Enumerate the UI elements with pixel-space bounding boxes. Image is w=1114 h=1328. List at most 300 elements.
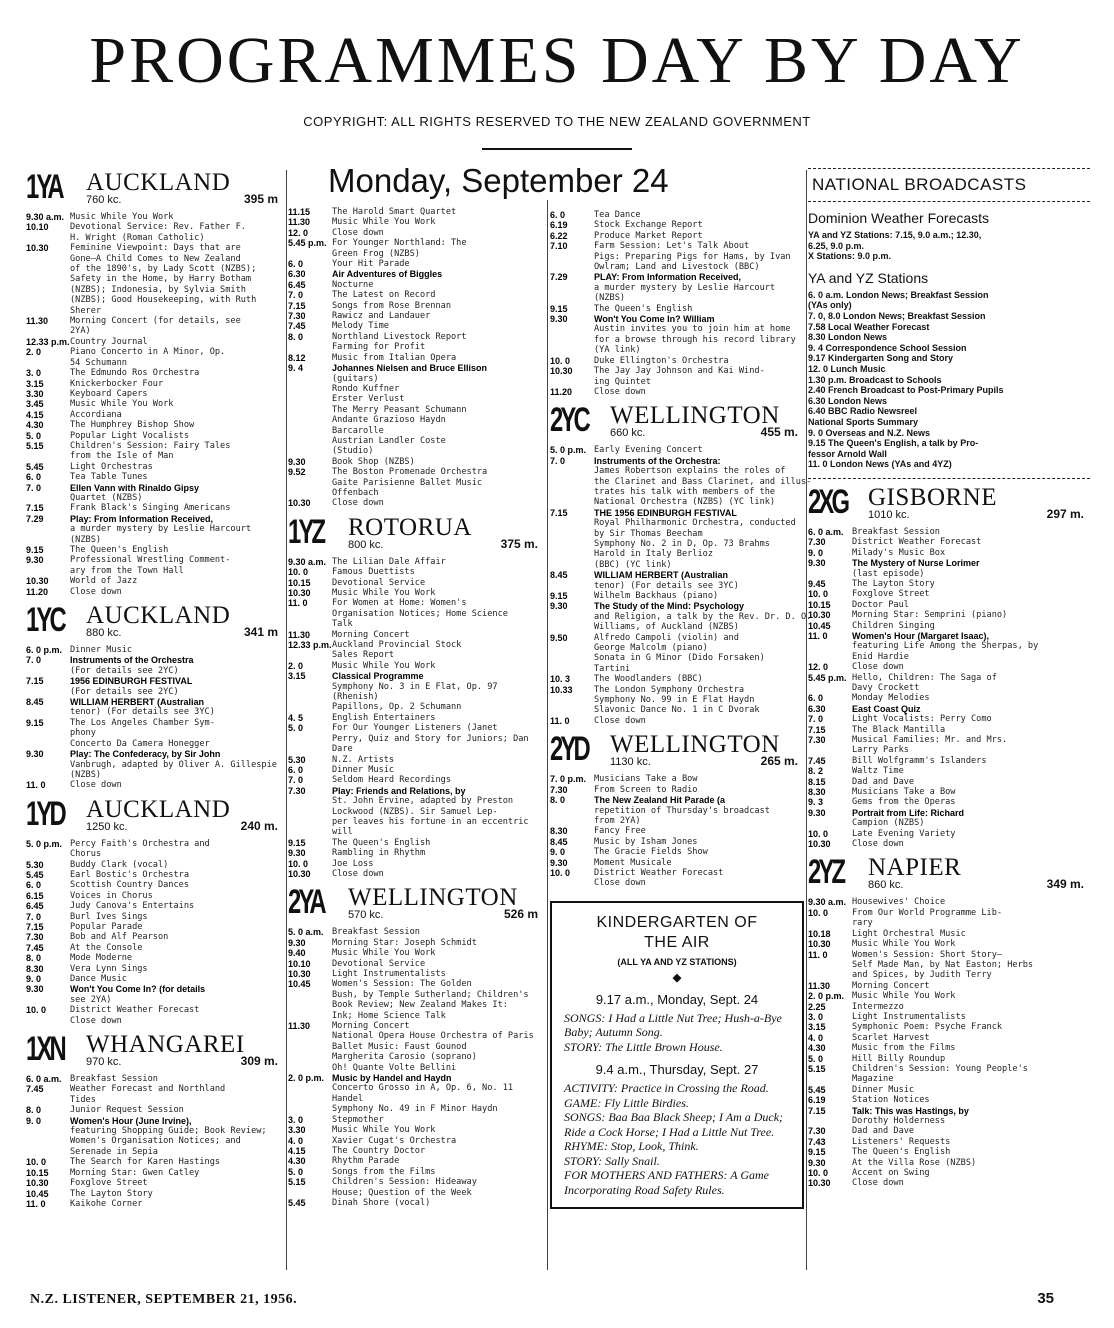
programme-row	[550, 272, 804, 282]
programme-title: Mode Moderne	[70, 953, 133, 964]
programme-time: 10. 0	[26, 1157, 47, 1168]
programme-time: 10.30	[808, 1178, 831, 1189]
programme-time: 3.30	[288, 1125, 306, 1136]
programme-title: Seldom Heard Recordings	[332, 775, 451, 786]
kindergarten-songs-2: SONGS: Baa Baa Black Sheep; I Am a Duck; Ride a Cock Horse; I Had a Little Nut Tree.	[564, 1110, 784, 1139]
programme-title: Buddy Clark (vocal)	[70, 859, 169, 870]
programme-time	[288, 807, 332, 817]
programme-row	[550, 356, 804, 366]
programme-title: 1956 EDINBURGH FESTIVAL	[70, 676, 193, 687]
programme-title: Bill Wolfgramm's Islanders	[852, 755, 987, 766]
programme-time: 6.19	[550, 220, 568, 231]
station-programme-list	[288, 557, 544, 880]
programme-time	[550, 293, 594, 303]
station-wavelength: 309 m.	[240, 1054, 278, 1069]
programme-row	[550, 695, 804, 705]
national-schedule-line: 8.30 London News	[808, 332, 888, 343]
programme-time: 2. 0 p.m.	[808, 991, 845, 1002]
programme-time: 11.30	[288, 1021, 311, 1032]
programme-row	[808, 548, 1090, 558]
programme-time: 10.30	[288, 588, 311, 598]
programme-time	[288, 682, 332, 692]
programme-row	[550, 795, 804, 805]
national-schedule-line: (YAs only)	[808, 300, 852, 311]
programme-time: 8.45	[26, 697, 44, 708]
programme-title: The Boston Promenade Orchestra	[332, 467, 488, 478]
programme-row	[808, 1033, 1090, 1043]
programme-row	[288, 342, 544, 352]
station-2ya-continued	[550, 210, 804, 397]
station-programme-list	[288, 927, 544, 1208]
programme-row	[808, 1147, 1090, 1157]
programme-title: Close down	[332, 498, 384, 509]
programme-title: Oh! Quante Volte Bellini	[332, 1062, 457, 1073]
programme-row	[26, 1084, 284, 1094]
programme-time: 6. 0	[808, 693, 824, 704]
programme-title: (For details see 2YC)	[70, 686, 179, 697]
station-header-1ya	[26, 170, 284, 208]
programme-title: Papillons, Op. 2 Schumann	[332, 702, 462, 713]
programme-row	[808, 745, 1090, 755]
programme-time: 9.30	[550, 314, 568, 325]
programme-title: Sales Report	[332, 650, 395, 661]
programme-title: For Our Younger Listeners (Janet	[332, 723, 498, 734]
programme-row	[550, 837, 804, 847]
programme-title: Close down	[332, 227, 384, 238]
programme-row	[26, 953, 284, 963]
programme-time: 3.15	[288, 671, 306, 682]
programme-row	[550, 685, 804, 695]
programme-title: Vera Lynn Sings	[70, 963, 148, 974]
programme-title: Doctor Paul	[852, 599, 909, 610]
programme-row	[26, 870, 284, 880]
programme-title: Margherita Carosio (soprano)	[332, 1052, 477, 1063]
programme-row	[26, 849, 284, 859]
programme-row	[26, 739, 284, 749]
programme-time: 11. 0	[808, 949, 828, 960]
programme-row	[288, 280, 544, 290]
national-schedule-line: 9.15 The Queen's English, a talk by Pro-	[808, 438, 979, 449]
programme-title: World of Jazz	[70, 576, 138, 587]
programme-title: Andante Grazioso Haydn	[332, 415, 446, 426]
programme-title: Quartet (NZBS)	[70, 492, 143, 503]
programme-title: Morning Concert	[332, 629, 410, 640]
programme-time: 3.30	[26, 388, 44, 399]
programme-title: Play: Friends and Relations, by	[332, 785, 466, 796]
kindergarten-story-2: STORY: Sally Snail.	[564, 1153, 660, 1168]
programme-time: 7.45	[26, 1084, 44, 1095]
programme-row	[550, 231, 804, 241]
programme-title: Ink; Home Science Talk	[332, 1010, 446, 1021]
programme-title: Organisation Notices; Home Science	[332, 608, 508, 619]
programme-title: Musicians Take a Bow	[594, 774, 698, 785]
programme-row	[288, 661, 544, 671]
programme-time	[26, 524, 70, 534]
programme-title: Enid Hardie	[852, 651, 909, 662]
diamond-icon: ◆	[672, 971, 682, 984]
programme-row	[26, 687, 284, 697]
programme-row	[26, 1147, 284, 1157]
programme-time: 11.30	[288, 217, 311, 228]
programme-row	[808, 1022, 1090, 1032]
programme-row	[26, 760, 284, 770]
programme-title: (Rhenish)	[332, 692, 379, 703]
station-header-1yz	[288, 512, 544, 553]
programme-row	[26, 243, 284, 253]
programme-time: 8. 0	[288, 331, 304, 342]
programme-time: 3. 0	[808, 1011, 824, 1022]
station-city: AUCKLAND	[86, 795, 231, 823]
programme-row	[288, 859, 544, 869]
programme-title: The Humphrey Bishop Show	[70, 420, 195, 431]
national-schedule-line: 11. 0 London News (YAs and 4YZ)	[808, 459, 952, 470]
programme-time: 5. 0 a.m.	[288, 927, 324, 938]
programme-row	[550, 622, 804, 632]
programme-time	[550, 487, 594, 497]
programme-row	[26, 728, 284, 738]
programme-title: The Country Doctor	[332, 1145, 426, 1156]
programme-row	[26, 316, 284, 326]
programme-row	[288, 838, 544, 848]
programme-row	[288, 228, 544, 238]
station-programme-list	[550, 445, 812, 726]
programme-row	[550, 314, 804, 324]
programme-row	[288, 1198, 544, 1208]
programme-title: Women's Session: The Golden	[332, 979, 472, 990]
programme-title: from the Isle of Man	[70, 451, 174, 462]
national-broadcasts-title: NATIONAL BROADCASTS	[808, 168, 1090, 202]
programme-row	[808, 939, 1090, 949]
programme-time	[550, 518, 594, 528]
programme-title: Children's Session: Fairy Tales	[70, 440, 231, 451]
programme-time: 9.50	[550, 632, 568, 643]
programme-time	[288, 650, 332, 660]
kindergarten-songs-1: SONGS: I Had a Little Nut Tree; Hush-a-Bye Baby; Autumn Song.	[564, 1010, 782, 1040]
programme-title: Farming for Profit	[332, 342, 426, 353]
programme-row	[550, 858, 804, 868]
programme-time: 6.22	[550, 230, 568, 241]
programme-row	[808, 662, 1090, 672]
programme-title: Burl Ives Sings	[70, 911, 148, 922]
station-wavelength: 455 m.	[760, 425, 798, 440]
programme-row	[26, 995, 284, 1005]
programme-row	[26, 943, 284, 953]
programme-time: 7.15	[26, 676, 44, 687]
programme-time	[550, 529, 594, 539]
programme-time: 9. 4	[288, 363, 304, 374]
column-3	[550, 210, 812, 1274]
programme-row	[288, 249, 544, 259]
programme-title: The New Zealand Hit Parade (a	[594, 795, 726, 806]
programme-title: Musical Families: Mr. and Mrs.	[852, 735, 1008, 745]
programme-row	[808, 1002, 1090, 1012]
programme-time	[288, 827, 332, 837]
programme-time	[288, 415, 332, 425]
programme-time: 9.30	[26, 984, 44, 995]
station-header-2ya	[288, 885, 544, 923]
programme-title: WILLIAM HERBERT (Australian	[594, 570, 728, 581]
programme-row	[26, 770, 284, 780]
programme-title: Tartini	[594, 663, 631, 674]
programme-time: 3.45	[26, 399, 44, 410]
programme-row	[288, 702, 544, 712]
programme-title: Talk: This was Hastings, by	[852, 1105, 969, 1116]
programme-title: Dare	[332, 744, 353, 755]
programme-title: National Opera House Orchestra of Paris	[332, 1031, 534, 1042]
programme-row	[550, 570, 804, 580]
station-callsign: 1YD	[26, 794, 64, 833]
programme-title: George Malcolm (piano)	[594, 643, 708, 654]
programme-title: repetition of Thursday's broadcast	[594, 805, 770, 816]
programme-time: 7. 0	[288, 775, 304, 786]
programme-row	[808, 1116, 1090, 1126]
programme-row	[26, 347, 284, 357]
station-programme-list	[808, 527, 1090, 850]
programme-time	[26, 687, 70, 697]
programme-title: Dad and Dave	[852, 776, 915, 787]
programme-time: 10.45	[808, 620, 831, 631]
station-frequency: 800 kc.	[348, 538, 384, 551]
programme-row	[808, 735, 1090, 745]
programme-time: 10. 0	[808, 589, 829, 600]
programme-title: District Weather Forecast	[70, 1005, 200, 1016]
column-1	[26, 164, 284, 1274]
programme-time: 9.15	[550, 303, 568, 314]
programme-row	[288, 1052, 544, 1062]
programme-title: Breakfast Session	[70, 1074, 158, 1085]
programme-title: of the 1890's, by Lady Scott (NZBS);	[70, 264, 257, 275]
programme-row	[808, 558, 1090, 568]
programme-title: For Younger Northland: The	[332, 238, 467, 249]
programme-time: 9.30	[550, 601, 568, 612]
programme-time: 12. 0	[288, 227, 309, 238]
programme-title: Erster Verlust	[332, 394, 405, 405]
programme-row	[26, 295, 284, 305]
programme-row	[808, 766, 1090, 776]
national-schedule-line: 7.58 Local Weather Forecast	[808, 321, 930, 332]
programme-time	[288, 374, 332, 384]
programme-row	[288, 1167, 544, 1177]
programme-time: 2. 0 p.m.	[288, 1073, 325, 1084]
national-schedule-line: National Sports Summary	[808, 416, 919, 427]
programme-title: The Lilian Dale Affair	[332, 556, 446, 567]
programme-title: Music While You Work	[852, 939, 956, 950]
programme-time	[288, 744, 332, 754]
programme-row	[26, 566, 284, 576]
programme-row	[808, 1054, 1090, 1064]
programme-time: 6. 0 a.m.	[808, 526, 844, 537]
programme-time: 8.30	[808, 787, 826, 798]
programme-title: Kaikohe Corner	[70, 1198, 143, 1209]
programme-time: 7.15	[26, 503, 44, 514]
programme-row	[550, 633, 804, 643]
programme-title: Sonata in G Minor (Dido Forsaken)	[594, 653, 765, 664]
programme-time: 6. 0	[288, 764, 304, 775]
programme-time	[288, 446, 332, 456]
programme-title: ing Quintet	[594, 376, 651, 387]
programme-time: 7. 0 p.m.	[550, 774, 587, 785]
programme-time: 8.45	[550, 836, 568, 847]
programme-title: Morning Star: Semprini (piano)	[852, 610, 1008, 621]
programme-row	[26, 514, 284, 524]
programme-title: Accent on Swing	[852, 1168, 930, 1179]
programme-title: The Gracie Fields Show	[594, 847, 708, 858]
programme-row	[550, 826, 804, 836]
programme-time: 7.45	[288, 321, 306, 332]
kindergarten-subtitle: (ALL YA AND YZ STATIONS)	[617, 956, 737, 967]
programme-row	[288, 1021, 544, 1031]
programme-row	[288, 217, 544, 227]
programme-time: 4.15	[26, 409, 44, 420]
programme-row	[550, 611, 812, 622]
programme-row	[288, 498, 544, 508]
programme-time: 4. 0	[808, 1032, 824, 1043]
programme-time: 9.30	[808, 1157, 826, 1168]
programme-row	[550, 774, 804, 784]
programme-title: The London Symphony Orchestra	[594, 684, 745, 695]
programme-title: Play: From Information Received,	[70, 513, 214, 524]
programme-title: Larry Parks	[852, 745, 909, 756]
programme-row	[808, 829, 1090, 839]
kindergarten-rhyme: RHYME: Stop, Look, Think.	[564, 1139, 699, 1154]
programme-time: 5.45 p.m.	[288, 238, 327, 249]
programme-time: 5.30	[288, 754, 306, 765]
programme-row	[550, 664, 804, 674]
programme-time: 11.15	[288, 207, 311, 217]
programme-row	[26, 655, 284, 665]
programme-row	[26, 306, 284, 316]
programme-time: 11.20	[26, 586, 49, 597]
programme-title: Late Evening Variety	[852, 828, 956, 839]
programme-row	[288, 478, 544, 488]
programme-row	[550, 497, 804, 507]
programme-title: House; Question of the Week	[332, 1187, 472, 1198]
programme-time: 11. 0	[550, 715, 570, 726]
programme-title: Children's Session: Young People's	[852, 1063, 1028, 1074]
programme-row	[288, 1011, 544, 1021]
programme-row	[550, 518, 804, 528]
programme-title: Popular Parade	[70, 921, 143, 932]
programme-row	[808, 839, 1090, 849]
programme-time: 10.30	[808, 939, 831, 950]
programme-row	[288, 609, 544, 619]
programme-row	[288, 630, 544, 640]
programme-row	[288, 979, 544, 989]
programme-row	[808, 600, 1090, 610]
programme-title: Knickerbocker Four	[70, 378, 164, 389]
programme-time: 7.45	[26, 942, 44, 953]
programme-row	[288, 426, 544, 436]
programme-title: Talk	[332, 619, 353, 630]
programme-time: 5. 0 p.m.	[26, 838, 63, 849]
programme-row	[550, 387, 804, 397]
programme-time: 7. 0	[26, 911, 42, 922]
programme-title: featuring Life Among the Sherpas, by	[852, 641, 1039, 652]
programme-title: WILLIAM HERBERT (Australian	[70, 697, 204, 708]
programme-row	[26, 1178, 284, 1188]
programme-time	[288, 1052, 332, 1062]
programme-time: 7.30	[288, 311, 306, 322]
programme-time	[550, 622, 594, 632]
programme-time: 6. 0 p.m.	[26, 645, 63, 656]
programme-time	[26, 1136, 70, 1146]
programme-time	[26, 1147, 70, 1157]
station-programme-list	[26, 645, 284, 791]
programme-title: Devotional Service: Rev. Father F.	[70, 222, 246, 233]
programme-row	[26, 555, 284, 565]
programme-title: Nocturne	[332, 279, 374, 290]
programme-time: 6. 0	[26, 472, 42, 483]
programme-time: 3. 0	[288, 1114, 304, 1125]
programme-row	[550, 304, 804, 314]
programme-row	[288, 598, 544, 608]
programme-time	[288, 702, 332, 712]
programme-time: 7.30	[26, 932, 44, 943]
programme-time: 10.45	[288, 979, 311, 990]
programme-title: featuring Shopping Guide; Book Review;	[70, 1126, 267, 1137]
programme-title: Music While You Work	[852, 991, 956, 1002]
national-schedule-line: 6. 0 a.m. London News; Breakfast Session	[808, 289, 989, 300]
programme-row	[26, 780, 284, 790]
programme-title: will	[332, 827, 353, 838]
programme-title: The Layton Story	[70, 1188, 153, 1199]
programme-row	[288, 353, 544, 363]
programme-title: (NZBS)	[70, 769, 102, 780]
programme-title: Barcarolle	[332, 425, 384, 436]
programme-row	[288, 990, 544, 1000]
programme-row	[26, 254, 284, 264]
programme-time: 11.30	[26, 316, 49, 327]
programme-time	[550, 560, 594, 570]
programme-row	[26, 222, 284, 232]
programme-time: 4.15	[288, 1145, 306, 1156]
programme-row	[550, 335, 804, 345]
programme-time	[808, 652, 852, 662]
programme-row	[288, 713, 544, 723]
programme-time: 12.33 p.m.	[26, 336, 70, 347]
programme-row	[26, 410, 284, 420]
station-header-2xg	[808, 482, 1090, 523]
programme-title: Music While You Work	[70, 212, 174, 222]
programme-row	[550, 539, 804, 549]
programme-row	[808, 950, 1090, 960]
programme-title: Owlram; Land and Livestock (BBC)	[594, 262, 760, 273]
programme-row	[808, 797, 1090, 807]
programme-row	[550, 716, 804, 726]
station-frequency: 570 kc.	[348, 909, 384, 922]
programme-row	[808, 579, 1090, 589]
programme-title: Voices in Chorus	[70, 890, 153, 901]
programme-time: 6. 0	[288, 259, 304, 270]
programme-title: Close down	[594, 878, 646, 889]
programme-row	[288, 207, 544, 217]
programme-row	[26, 676, 284, 686]
programme-row	[26, 337, 284, 347]
programme-title: Women's Organisation Notices; and	[70, 1136, 241, 1147]
programme-title: Safety in the Home, by Harry Botham	[70, 274, 252, 285]
programme-title: Slavonic Dance No. 1 in C Dvorak	[594, 705, 760, 716]
programme-title: The Queen's English	[852, 1147, 951, 1158]
programme-time: 10. 0	[26, 1005, 47, 1016]
programme-time: 8. 0	[550, 795, 566, 806]
kindergarten-game: GAME: Fly Little Birdies.	[564, 1095, 689, 1110]
programme-time	[26, 1016, 70, 1026]
national-schedule-line: 9. 4 Correspondence School Session	[808, 342, 967, 353]
programme-title: Close down	[332, 868, 384, 879]
programme-title: Music from the Films	[852, 1043, 956, 1054]
programme-row	[288, 682, 544, 692]
programme-row	[550, 324, 804, 334]
